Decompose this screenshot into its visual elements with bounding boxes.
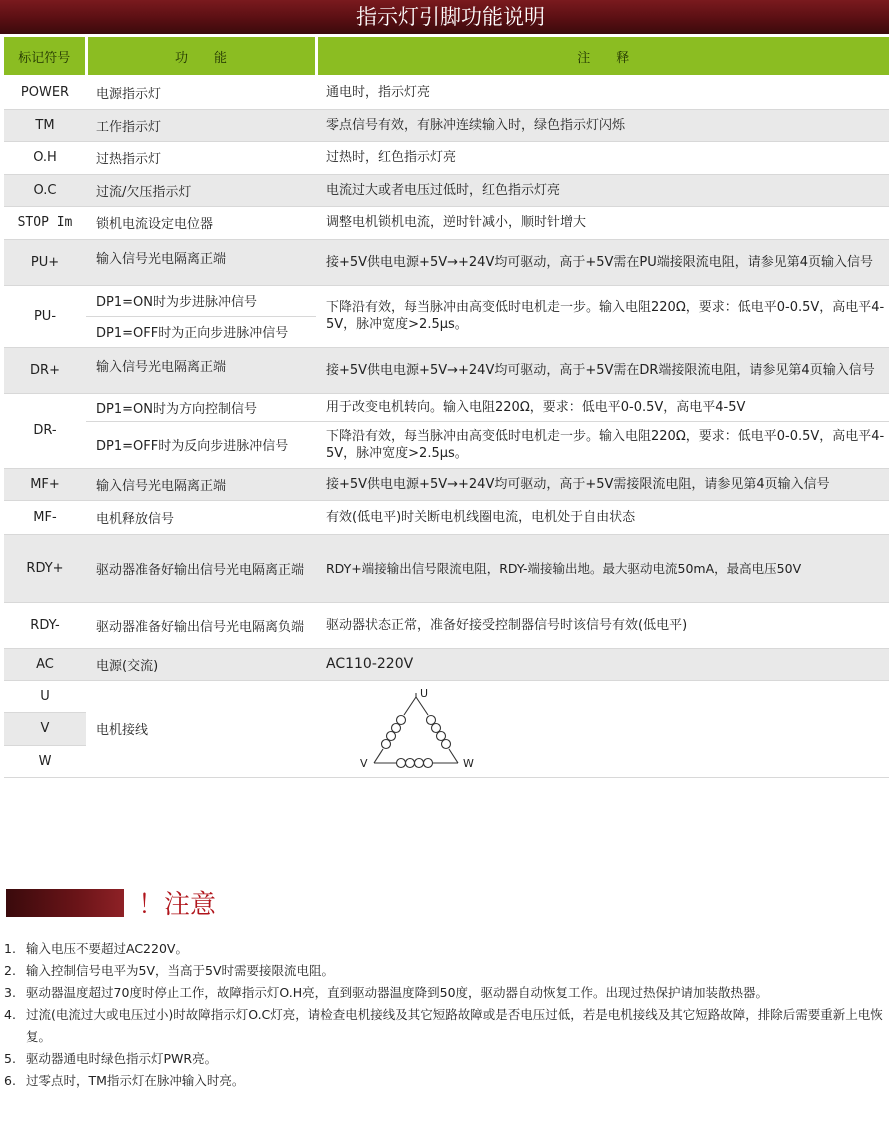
note-number: 4. [4, 1007, 16, 1022]
table-row-dr-minus [4, 393, 889, 421]
row-note-sub2: 下降沿有效，每当脉冲由高变低时电机走一步。输入电阻220Ω，要求：低电平0-0.5V，高电平4-5V，脉冲宽度>2.5μs。 [316, 421, 889, 468]
row-note: 调整电机锁机电流，逆时针减小，顺时针增大 [316, 206, 889, 239]
row-note: AC110-220V [316, 648, 889, 680]
row-note: 接+5V供电电源+5V→+24V均可驱动，高于+5V需在PU端接限流电阻，请参见第4页输入信号 [316, 239, 889, 285]
page-title-bar [0, 0, 889, 34]
list-item [4, 1048, 884, 1070]
table-row-power [4, 76, 889, 109]
row-code: MF+ [4, 468, 86, 500]
table-row-ac [4, 648, 889, 680]
note-number: 1. [4, 941, 16, 956]
table-row-rdy-minus [4, 602, 889, 648]
list-item [4, 982, 884, 1004]
row-code-w: W [4, 745, 86, 777]
note-text: 过零点时，TM指示灯在脉冲输入时亮。 [26, 1073, 245, 1088]
table-row-tm [4, 109, 889, 141]
note-number: 6. [4, 1073, 16, 1088]
row-code: PU- [4, 285, 86, 347]
row-func: 驱动器准备好输出信号光电隔离正端 [86, 534, 316, 602]
note-text: 输入电压不要超过AC220V。 [26, 941, 188, 956]
table-row-mf-minus [4, 500, 889, 534]
row-func: 输入信号光电隔离正端 [86, 347, 316, 393]
header-note: 注 释 [316, 37, 889, 76]
row-code-u: U [4, 680, 86, 712]
table-row-oh [4, 141, 889, 174]
row-func: 电源指示灯 [86, 76, 316, 109]
note-number: 3. [4, 985, 16, 1000]
row-func: 工作指示灯 [86, 109, 316, 141]
row-code: POWER [4, 76, 86, 109]
list-item [4, 1070, 884, 1092]
row-code: STOP Im [4, 206, 86, 239]
terminal-w-label: W [463, 756, 474, 770]
row-func: 电源(交流) [86, 648, 316, 680]
note-number: 2. [4, 963, 16, 978]
row-code: O.H [4, 141, 86, 174]
header-code: 标记符号 [4, 37, 86, 76]
row-func-sub2: DP1=OFF时为反向步进脉冲信号 [86, 421, 316, 468]
table-row-motor-u [4, 680, 889, 712]
row-note: 零点信号有效，有脉冲连续输入时，绿色指示灯闪烁 [316, 109, 889, 141]
page-title: 指示灯引脚功能说明 [356, 5, 545, 29]
row-note: 接+5V供电电源+5V→+24V均可驱动，高于+5V需在DR端接限流电阻，请参见第4页输入信号 [316, 347, 889, 393]
attention-title: ！注意 [138, 890, 217, 920]
row-note: RDY+端接输出信号限流电阻，RDY-端接输出地。最大驱动电流50mA，最高电压50V [316, 534, 889, 602]
list-item [4, 960, 884, 982]
row-code: RDY- [4, 602, 86, 648]
row-func: 输入信号光电隔离正端 [86, 468, 316, 500]
row-note: 驱动器状态正常，准备好接受控制器信号时该信号有效(低电平) [316, 602, 889, 648]
row-code: DR- [4, 393, 86, 468]
row-func: 过热指示灯 [86, 141, 316, 174]
row-code: O.C [4, 174, 86, 206]
row-code: TM [4, 109, 86, 141]
terminal-u-label: U [420, 686, 429, 700]
delta-winding-diagram [350, 687, 490, 771]
row-note: 接+5V供电电源+5V→+24V均可驱动，高于+5V需接限流电阻，请参见第4页输入信号 [316, 468, 889, 500]
table-row-dr-minus-sub [4, 421, 889, 468]
pin-function-table [4, 37, 889, 778]
table-row-dr-plus [4, 347, 889, 393]
list-item [4, 938, 884, 960]
row-note: 电流过大或者电压过低时，红色指示灯亮 [316, 174, 889, 206]
row-code: PU+ [4, 239, 86, 285]
row-note: 通电时，指示灯亮 [316, 76, 889, 109]
table-row-oc [4, 174, 889, 206]
row-note: 有效(低电平)时关断电机线圈电流，电机处于自由状态 [316, 500, 889, 534]
note-text: 过流(电流过大或电压过小)时故障指示灯O.C灯亮，请检查电机接线及其它短路故障或是否电压过低，若是电机接线及其它短路故障，排除后需要重新上电恢复。 [26, 1007, 883, 1044]
note-text: 输入控制信号电平为5V，当高于5V时需要接限流电阻。 [26, 963, 335, 978]
table-row-pu-plus [4, 239, 889, 285]
row-code: MF- [4, 500, 86, 534]
table-row-rdy-plus [4, 534, 889, 602]
note-text: 驱动器通电时绿色指示灯PWR亮。 [26, 1051, 218, 1066]
table-row-stop [4, 206, 889, 239]
header-func: 功 能 [86, 37, 316, 76]
note-text: 驱动器温度超过70度时停止工作，故障指示灯O.H亮，直到驱动器温度降到50度，驱动器自动恢复工作。出现过热保护请加装散热器。 [26, 985, 769, 1000]
row-code-v: V [4, 712, 86, 745]
row-func: 电机接线 [86, 680, 316, 777]
motor-wiring-cell [316, 680, 889, 777]
note-number: 5. [4, 1051, 16, 1066]
row-note: 过热时，红色指示灯亮 [316, 141, 889, 174]
row-func: 输入信号光电隔离正端 [86, 239, 316, 285]
row-code: RDY+ [4, 534, 86, 602]
row-func: 电机释放信号 [86, 500, 316, 534]
notes-list [4, 938, 884, 1092]
row-func-sub1: DP1=ON时为步进脉冲信号 [86, 285, 316, 316]
row-func-sub2: DP1=OFF时为正向步进脉冲信号 [86, 316, 316, 347]
row-code: DR+ [4, 347, 86, 393]
list-item [4, 1004, 884, 1048]
table-header [4, 37, 889, 76]
attention-bar [6, 889, 124, 917]
row-func: 过流/欠压指示灯 [86, 174, 316, 206]
row-code: AC [4, 648, 86, 680]
row-func-sub1: DP1=ON时为方向控制信号 [86, 393, 316, 421]
terminal-v-label: V [360, 756, 368, 770]
table-row-mf-plus [4, 468, 889, 500]
row-func: 驱动器准备好输出信号光电隔离负端 [86, 602, 316, 648]
row-note-sub1: 用于改变电机转向。输入电阻220Ω，要求：低电平0-0.5V，高电平4-5V [316, 393, 889, 421]
table-row-pu-minus [4, 285, 889, 316]
row-note: 下降沿有效，每当脉冲由高变低时电机走一步。输入电阻220Ω，要求：低电平0-0.5V，高电平4-5V，脉冲宽度>2.5μs。 [316, 285, 889, 347]
row-func: 锁机电流设定电位器 [86, 206, 316, 239]
